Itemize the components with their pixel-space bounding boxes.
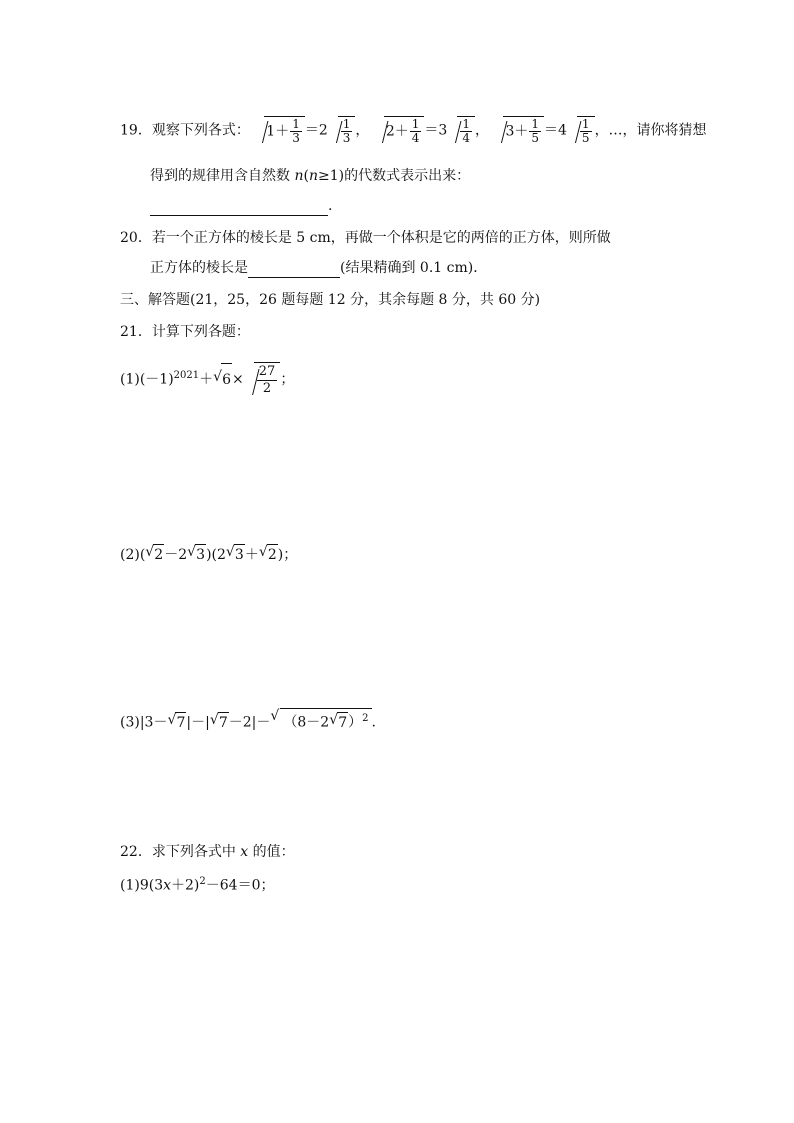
sqrt-2: √ 2 xyxy=(145,544,164,565)
answer-blank[interactable] xyxy=(150,199,328,216)
question-19-answer-line: . xyxy=(150,196,332,216)
sqrt-fraction: $\frac{27}{2}$ xyxy=(245,362,281,397)
sqrt-3: √ 3 xyxy=(187,544,206,565)
sqrt-big: √ （8－2√ 7）$^2$ xyxy=(270,708,371,733)
sqrt-6: √ 6 xyxy=(213,363,232,396)
question-21-part3: (3)|3－√ 7|－|√ 7－2|－√ （8－2√ 7）$^2$ . xyxy=(120,708,376,733)
q19-lead: 观察下列各式： xyxy=(151,122,250,139)
question-20-line2: 正方体的棱长是 (结果精确到 0.1 cm)． xyxy=(150,260,488,276)
section-3-heading: 三、解答题(21，25，26 题每题 12 分，其余每题 8 分，共 60 分) xyxy=(120,292,541,308)
question-22-part1: $(1)9(3x+2)^2-64=0$； xyxy=(120,876,275,894)
sqrt-3: √ 3 xyxy=(226,544,245,565)
q19-fraction: $\frac{1}{3}$ xyxy=(292,117,300,145)
question-21-title: 21．计算下列各题： xyxy=(120,324,250,340)
q19-radical-1: 1＋ $\frac{1}{3}$ xyxy=(255,116,305,145)
answer-blank[interactable] xyxy=(248,261,340,278)
question-20-line1: 20．若一个正方体的棱长是 5 cm，再做一个体积是它的两倍的正方体，则所做 xyxy=(120,230,611,246)
q19-radical-2r: $\frac{1}{4}$ xyxy=(448,116,475,145)
question-19-line1: 19．观察下列各式： 1＋ $\frac{1}{3}$ ＝2 $\frac{1}{3}$ ， 2＋ $\frac{1}{4}$ ＝3 $\frac{1}{4}$ ， 3＋ $\frac{1}{5}$ ＝4 $\frac{1}{5}$ ，…，请你将猜想 xyxy=(120,117,707,145)
question-21-part1: $(1)(-1)^{2021}+√$ 6× $\frac{27}{2}$ ； xyxy=(120,360,294,397)
q19-radical-1r: $\frac{1}{3}$ xyxy=(329,116,356,145)
sqrt-7: √ 7 xyxy=(167,712,186,733)
sqrt-7: √ 7 xyxy=(210,712,229,733)
question-21-part2: (2)(√ 2－2√ 3)(2√ 3＋√ 2)； xyxy=(120,544,297,565)
q19-number: 19． xyxy=(120,122,152,139)
q19-radical-3: 3＋ $\frac{1}{5}$ xyxy=(494,116,544,145)
q19-radical-2: 2＋ $\frac{1}{4}$ xyxy=(375,116,425,145)
sqrt-7: √ 7 xyxy=(329,712,348,733)
q19-radical-3r: $\frac{1}{5}$ xyxy=(568,116,595,145)
question-22-title: 22．求下列各式中 x 的值： xyxy=(120,844,295,860)
question-19-line2: 得到的规律用含自然数 n(n≥1)的代数式表示出来： xyxy=(150,168,471,184)
q19-tail: ，…，请你将猜想 xyxy=(594,122,707,139)
sqrt-2: √ 2 xyxy=(259,544,278,565)
